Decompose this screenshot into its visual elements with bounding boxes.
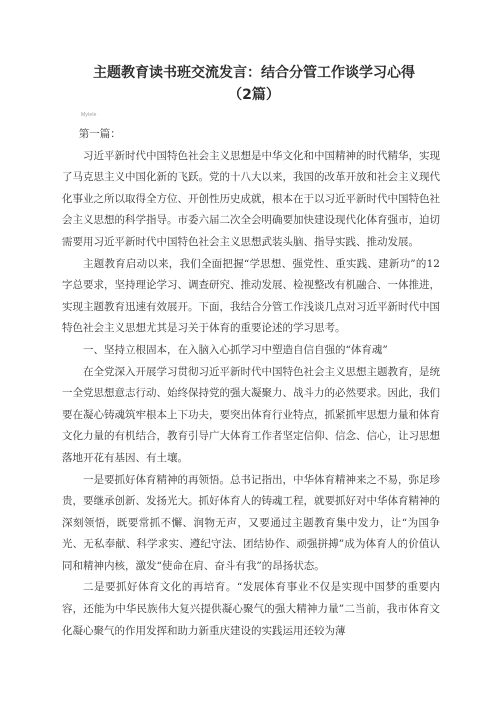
paragraph: 在全党深入开展学习贯彻习近平新时代中国特色社会主义思想主题教育，是统一全党思想意志行动、始终保持党的强大凝聚力、战斗力的必然要求。因此，我们要在凝心铸魂筑牢根本上下功夫，要突出体育行业特点，抓紧抓牢思想力量和体育文化力量的有机结合，教育引导广大体育工作者坚定信仰、信念、信心，让习思想落地开花有基因、有土壤。 — [62, 365, 440, 464]
author-watermark: Mylele — [81, 112, 97, 118]
paragraph: 一是要抓好体育精神的再领悟。总书记指出，中华体育精神来之不易，弥足珍贵，要继承创新、发扬光大。抓好体育人的铸魂工程，就要抓好对中华体育精神的深刻领悟，既要常抓不懈、润物无声，又要通过主题教育集中发力，让“为国争光、无私奉献、科学求实、遵纪守法、团结协作、顽强拼搏”成为体育人的价值认同和精神内核，激发“使命在肩、奋斗有我”的昂扬状态。 — [62, 473, 440, 572]
paragraph: 二是要抓好体育文化的再培育。“发展体育事业不仅是实现中国梦的重要内容，还能为中华民族伟大复兴提供凝心聚气的强大精神力量”二当前，我市体育文化凝心聚气的作用发挥和助力新重庆建设的实践运用还较为薄 — [62, 581, 440, 637]
document-body — [62, 124, 440, 642]
section-label: 第一篇： — [78, 128, 121, 140]
paragraph: 习近平新时代中国特色社会主义思想是中华文化和中国精神的时代精华，实现了马克思主义中国化新的飞跃。党的十八大以来，我国的改革开放和社会主义现代化事业之所以取得全方位、开创性历史成就，根本在于以习近平新时代中国特色社会主义思想的科学指导。市委六届二次全会明确要加快建设现代化体育强市，迫切需要用习近平新时代中国特色社会主义思想武装头脑、指导实践、推动发展。 — [62, 149, 440, 248]
document-title: 主题教育读书班交流发言：结合分管工作谈学习心得（2篇） — [93, 65, 415, 103]
paragraph: 主题教育启动以来，我们全面把握“学思想、强党性、重实践、建新功”的12字总要求，坚持理论学习、调查研究、推动发展、检视整改有机融合、一体推进，实现主题教育迅速有效展开。下面，我结合分管工作浅谈几点对习近平新时代中国特色社会主义思想尤其是习关于体育的重要论述的学习思考。 — [62, 257, 440, 335]
section-heading: 一、坚持立根固本，在入脑入心抓学习中塑造自信自强的“体育魂” — [83, 343, 388, 356]
